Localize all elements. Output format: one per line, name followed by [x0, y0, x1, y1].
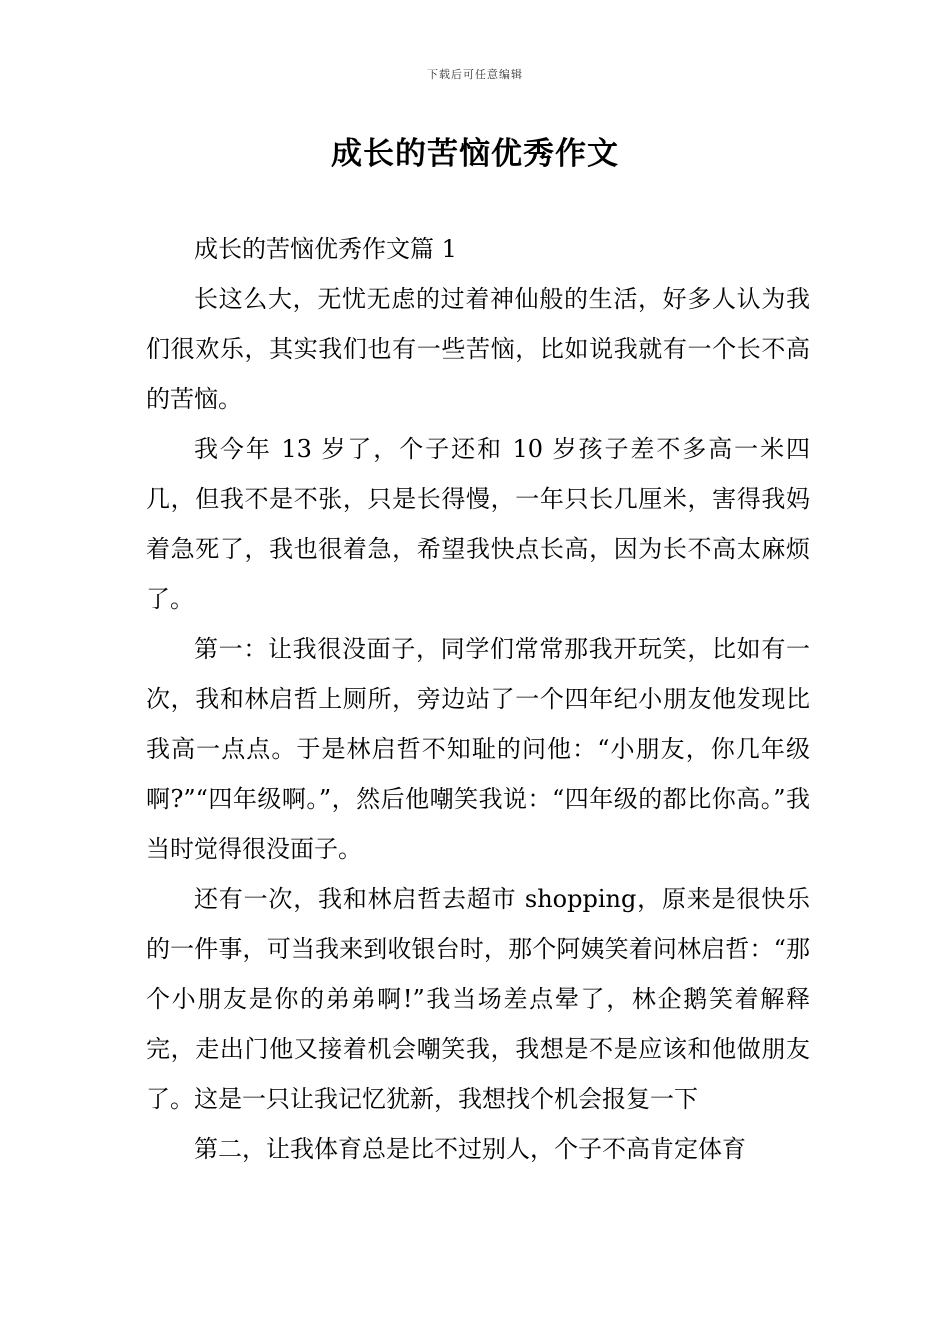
- section-heading: 成长的苦恼优秀作文篇 1: [194, 235, 457, 263]
- paragraph: 长这么大，无忧无虑的过着神仙般的生活，好多人认为我们很欢乐，其实我们也有一些苦恼，比如说我就有一个长不高的苦恼。: [146, 285, 810, 413]
- header-note: 下载后可任意编辑: [427, 68, 523, 81]
- paragraph: 还有一次，我和林启哲去超市 shopping，原来是很快乐的一件事，可当我来到收银台时，那个阿姨笑着问林启哲：“那个小朋友是你的弟弟啊!”我当场差点晕了，林企鹅笑着解释完，走出门他又接着机会嘲笑我，我想是不是应该和他做朋友了。这是一只让我记忆犹新，我想找个机会报复一下: [146, 885, 810, 1113]
- document-body: [146, 224, 810, 1174]
- paragraph: 第一：让我很没面子，同学们常常那我开玩笑，比如有一次，我和林启哲上厕所，旁边站了一个四年纪小朋友他发现比我高一点点。于是林启哲不知耻的问他：“小朋友，你几年级啊?”“四年级啊。”，然后他嘲笑我说：“四年级的都比你高。”我当时觉得很没面子。: [146, 635, 810, 863]
- paragraph: 我今年 13 岁了，个子还和 10 岁孩子差不多高一米四几，但我不是不张，只是长得慢，一年只长几厘米，害得我妈着急死了，我也很着急，希望我快点长高，因为长不高太麻烦了。: [146, 435, 810, 613]
- paragraph: 第二，让我体育总是比不过别人，个子不高肯定体育: [194, 1135, 746, 1163]
- document-title: 成长的苦恼优秀作文: [331, 136, 619, 172]
